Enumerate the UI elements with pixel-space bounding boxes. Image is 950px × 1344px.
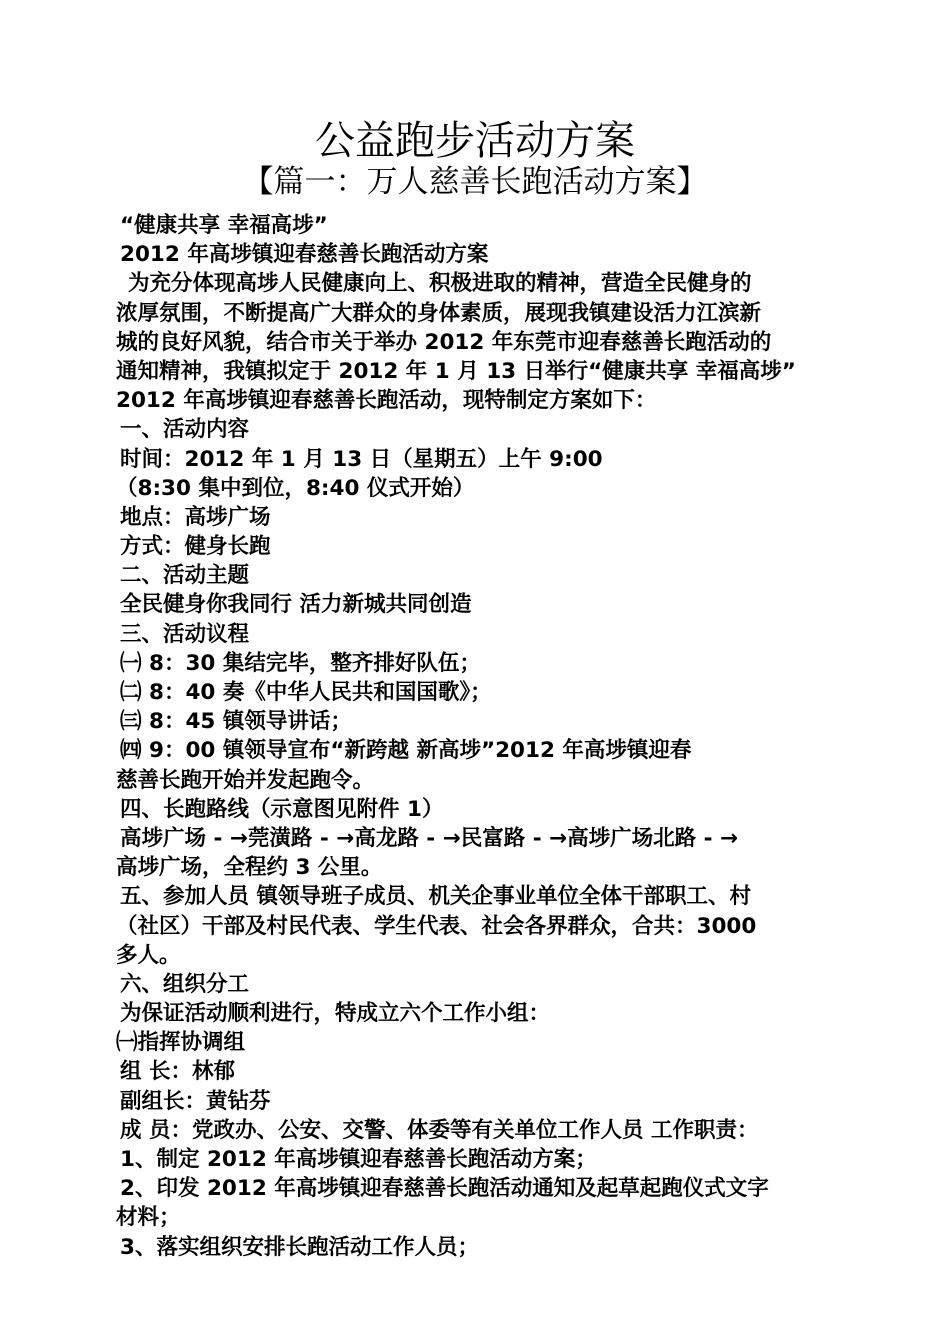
duty-item-continued: 材料；	[116, 1205, 181, 1231]
section-heading: 二、活动主题	[120, 563, 250, 589]
agenda-item: ㈢ 8：45 镇领导讲话；	[120, 709, 352, 735]
participants-line: 五、参加人员 镇领导班子成员、机关企事业单位全体干部职工、村	[120, 884, 751, 910]
document-title: 公益跑步活动方案	[315, 118, 635, 164]
paragraph-line: 为保证活动顺利进行，特成立六个工作小组：	[120, 1001, 551, 1027]
section-heading: 六、组织分工	[120, 971, 250, 997]
time-line: 时间：2012 年 1 月 13 日（星期五）上午 9:00	[120, 446, 603, 472]
duty-item: 2、印发 2012 年高埗镇迎春慈善长跑活动通知及起草起跑仪式文字	[120, 1176, 769, 1202]
agenda-item: ㈠ 8：30 集结完毕，整齐排好队伍；	[120, 650, 481, 676]
location-line: 地点：高埗广场	[120, 504, 271, 530]
agenda-item: ㈡ 8：40 奏《中华人民共和国国歌》；	[120, 680, 492, 705]
section-heading: 四、长跑路线（示意图见附件 1）	[120, 796, 444, 822]
participants-line: （社区）干部及村民代表、学生代表、社会各界群众，合共：3000	[116, 913, 757, 939]
paragraph-line: 城的良好风貌，结合市关于举办 2012 年东莞市迎春慈善长跑活动的	[116, 329, 772, 355]
members-line: 成 员：党政办、公安、交警、体委等有关单位工作人员 工作职责：	[120, 1117, 759, 1143]
paragraph-line: 浓厚氛围，不断提高广大群众的身体素质，展现我镇建设活力江滨新	[116, 300, 762, 326]
duty-item: 1、制定 2012 年高埗镇迎春慈善长跑活动方案；	[120, 1147, 597, 1172]
participants-line: 多人。	[116, 942, 181, 968]
agenda-item-continued: 慈善长跑开始并发起跑令。	[116, 767, 375, 793]
deputy-leader-line: 副组长：黄钻芬	[120, 1088, 271, 1114]
method-line: 方式：健身长跑	[120, 534, 271, 560]
section-heading: 三、活动议程	[120, 621, 250, 647]
paragraph-line: 2012 年高埗镇迎春慈善长跑活动，现特制定方案如下：	[116, 388, 657, 414]
route-line: 高埗广场，全程约 3 公里。	[116, 855, 383, 881]
duty-item: 3、落实组织安排长跑活动工作人员；	[120, 1234, 479, 1260]
paragraph-line: 通知精神，我镇拟定于 2012 年 1 月 13 日举行“健康共享 幸福高埗”	[116, 358, 796, 384]
section-heading: 一、活动内容	[120, 417, 250, 443]
slogan-line: “健康共享 幸福高埗”	[120, 213, 328, 238]
agenda-item: ㈣ 9：00 镇领导宣布“新跨越 新高埗”2012 年高埗镇迎春	[120, 738, 692, 764]
document-subtitle: 【篇一：万人慈善长跑活动方案】	[242, 164, 708, 200]
route-line: 高埗广场 - →莞潢路 - →高龙路 - →民富路 - →高埗广场北路 - →	[120, 825, 739, 851]
plan-heading-line: 2012 年高埗镇迎春慈善长跑活动方案	[120, 242, 489, 268]
group-heading: ㈠指挥协调组	[116, 1030, 246, 1056]
theme-line: 全民健身你我同行 活力新城共同创造	[120, 592, 472, 618]
time-detail-line: （8:30 集中到位，8:40 仪式开始）	[116, 475, 475, 501]
group-leader-line: 组 长：林郁	[120, 1059, 235, 1085]
paragraph-line: 为充分体现高埗人民健康向上、积极进取的精神，营造全民健身的	[128, 271, 752, 297]
document-body	[116, 211, 840, 1262]
